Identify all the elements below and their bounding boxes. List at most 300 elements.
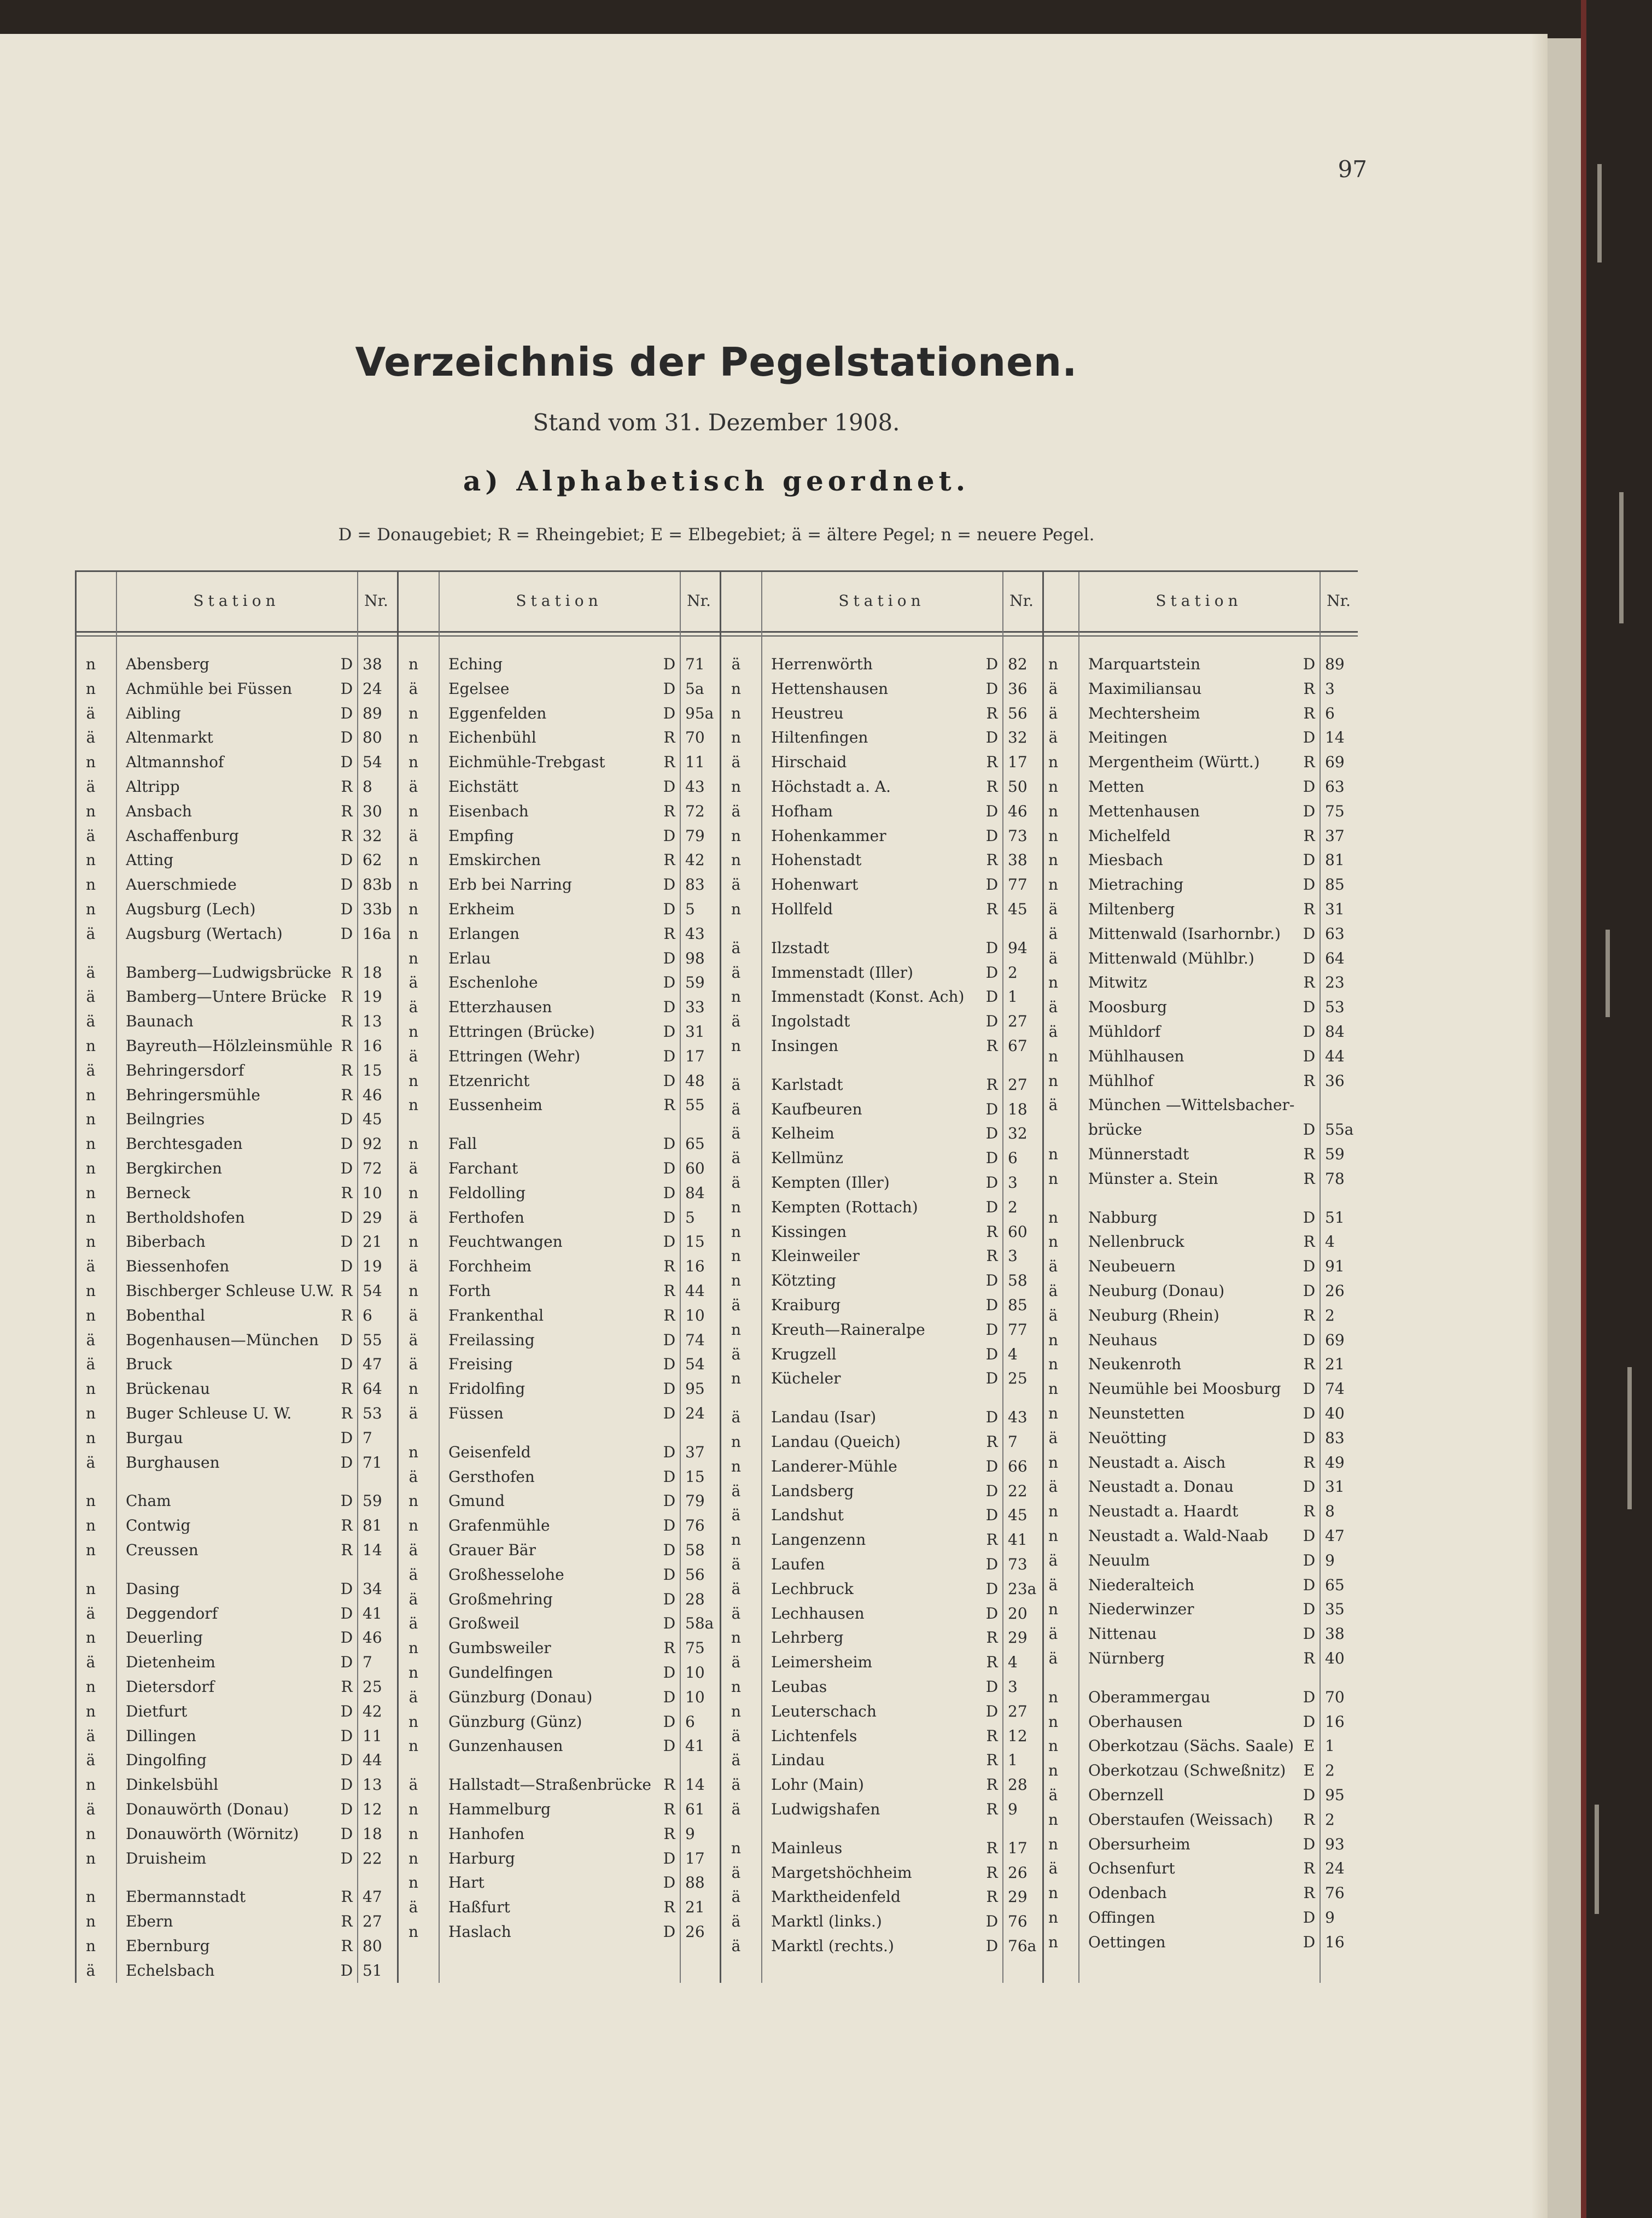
station-name: Auerschmiede <box>126 875 237 894</box>
gauge-type-marker: ä <box>1048 1096 1058 1114</box>
station-row <box>1039 1713 1358 1738</box>
page-subtitle: Stand vom 31. Dezember 1908. <box>533 409 900 436</box>
station-number: 16 <box>1325 1712 1345 1731</box>
station-name: Harburg <box>448 1849 515 1867</box>
river-basin-code: R <box>986 1222 998 1241</box>
station-number: 65 <box>1325 1575 1345 1594</box>
river-basin-code: R <box>341 1888 353 1906</box>
station-name: Ebern <box>126 1912 173 1931</box>
station-row <box>1039 802 1358 827</box>
river-basin-code: R <box>1303 1810 1315 1829</box>
station-number: 55a <box>1325 1120 1354 1139</box>
station-name: Gunzenhausen <box>448 1737 563 1755</box>
station-row <box>1039 728 1358 754</box>
station-number: 70 <box>685 728 705 747</box>
river-basin-code: D <box>340 655 353 673</box>
station-number: 95a <box>685 704 714 722</box>
river-basin-code: R <box>986 753 998 772</box>
river-basin-code: D <box>663 1688 676 1706</box>
river-basin-code: D <box>985 728 999 747</box>
station-number: 54 <box>363 1282 382 1300</box>
station-row <box>399 1047 718 1072</box>
gauge-type-marker: n <box>408 1824 419 1843</box>
station-number: 84 <box>1325 1023 1345 1041</box>
station-row <box>77 1282 395 1307</box>
river-basin-code: D <box>1303 1712 1316 1731</box>
station-name: Neustadt a. Wald-Naab <box>1088 1527 1269 1545</box>
river-basin-code: D <box>1303 1786 1316 1804</box>
station-row <box>1039 1072 1358 1097</box>
gauge-type-marker: n <box>408 1233 419 1251</box>
gauge-type-marker: n <box>408 1023 419 1041</box>
station-row <box>1039 1257 1358 1282</box>
station-row <box>1039 1527 1358 1552</box>
gauge-type-marker: ä <box>731 1751 741 1770</box>
station-name: Burghausen <box>126 1453 220 1472</box>
station-row <box>1039 1233 1358 1258</box>
river-basin-code: D <box>985 1408 999 1427</box>
station-name: Gersthofen <box>448 1467 535 1486</box>
gauge-type-marker: n <box>85 1085 96 1104</box>
station-name: Lechhausen <box>771 1604 865 1622</box>
station-name: Bischberger Schleuse U.W. <box>126 1282 334 1300</box>
river-basin-code: R <box>341 1306 353 1324</box>
station-name: Eching <box>448 655 503 673</box>
station-name: Donauwörth (Donau) <box>126 1800 289 1818</box>
station-row <box>399 1800 718 1825</box>
station-name: Neubeuern <box>1088 1257 1176 1276</box>
station-name: Kempten (Rottach) <box>771 1198 918 1216</box>
gauge-type-marker: ä <box>731 1174 741 1192</box>
station-name: Dinkelsbühl <box>126 1776 219 1794</box>
station-number: 13 <box>363 1776 382 1794</box>
gauge-type-marker: ä <box>731 1776 741 1794</box>
station-row <box>399 1849 718 1875</box>
station-name: Hofham <box>771 802 833 820</box>
station-number: 47 <box>1325 1527 1345 1545</box>
station-row <box>1039 1688 1358 1713</box>
station-number: 45 <box>1008 1506 1028 1525</box>
station-row <box>1039 1859 1358 1884</box>
station-number: 80 <box>363 728 382 747</box>
river-basin-code: D <box>340 1629 353 1647</box>
station-row <box>399 1135 718 1160</box>
station-row <box>77 1492 395 1517</box>
station-name: Ettringen (Wehr) <box>448 1047 581 1065</box>
station-number: 31 <box>1325 900 1345 918</box>
station-number: 5 <box>685 900 695 918</box>
station-row <box>1039 1047 1358 1072</box>
station-row <box>722 1037 1041 1062</box>
station-number: 18 <box>363 963 382 982</box>
river-basin-code: R <box>341 1541 353 1559</box>
station-name: Oettingen <box>1088 1933 1166 1951</box>
gauge-type-marker: ä <box>731 1506 741 1525</box>
station-row <box>77 875 395 901</box>
gauge-type-marker: n <box>85 1183 96 1202</box>
river-basin-code: R <box>1303 973 1315 992</box>
gauge-type-marker: n <box>1048 1169 1059 1188</box>
station-name: brücke <box>1088 1120 1142 1139</box>
gauge-type-marker: n <box>731 1320 742 1339</box>
station-number: 85 <box>1325 875 1345 894</box>
gauge-type-marker: n <box>408 1380 419 1398</box>
station-row <box>722 1751 1041 1776</box>
station-name: Kraiburg <box>771 1296 841 1314</box>
station-name: Kempten (Iller) <box>771 1174 890 1192</box>
station-name: Nürnberg <box>1088 1649 1165 1667</box>
gauge-type-marker: n <box>85 1135 96 1153</box>
gauge-type-marker: ä <box>1048 1575 1058 1594</box>
station-row <box>722 1149 1041 1174</box>
river-basin-code: R <box>986 1247 998 1265</box>
station-name: Fall <box>448 1135 477 1153</box>
station-number: 15 <box>685 1467 705 1486</box>
station-number: 16 <box>1325 1933 1345 1951</box>
gauge-type-marker: ä <box>731 1345 741 1363</box>
station-number: 55 <box>685 1096 705 1114</box>
station-number: 70 <box>1325 1688 1345 1706</box>
river-basin-code: D <box>985 1481 999 1500</box>
gauge-type-marker: n <box>1048 778 1059 796</box>
river-basin-code: D <box>1303 1933 1316 1951</box>
station-number: 21 <box>685 1898 705 1917</box>
station-number: 23a <box>1008 1579 1037 1598</box>
station-name: Mühlhausen <box>1088 1047 1184 1065</box>
river-basin-code: D <box>985 1579 999 1598</box>
station-name: Feuchtwangen <box>448 1233 563 1251</box>
station-number: 10 <box>685 1306 705 1324</box>
book-top-edge <box>0 0 1652 38</box>
gauge-type-marker: n <box>85 1912 96 1931</box>
station-name: Ferthofen <box>448 1208 524 1227</box>
station-row <box>399 925 718 950</box>
gauge-type-marker: ä <box>1048 1023 1058 1041</box>
river-basin-code: D <box>340 1702 353 1720</box>
header-rule-thin <box>77 635 1358 637</box>
station-row <box>1039 1502 1358 1527</box>
station-row <box>722 728 1041 754</box>
river-basin-code: D <box>1303 949 1316 967</box>
station-number: 25 <box>1008 1369 1028 1388</box>
gauge-type-marker: ä <box>731 1100 741 1118</box>
station-number: 72 <box>363 1159 382 1177</box>
gauge-type-marker: n <box>1048 753 1059 772</box>
station-name: Landsberg <box>771 1481 854 1500</box>
gauge-type-marker: ä <box>408 1541 418 1559</box>
river-basin-code: R <box>986 1075 998 1094</box>
station-row <box>399 827 718 852</box>
river-basin-code: D <box>985 1604 999 1622</box>
gauge-type-marker: ä <box>1048 1786 1058 1804</box>
station-row <box>399 1468 718 1493</box>
gauge-type-marker: ä <box>731 1888 741 1906</box>
gauge-type-marker: ä <box>86 1800 96 1818</box>
river-basin-code: D <box>985 655 999 673</box>
station-number: 22 <box>363 1849 382 1867</box>
station-row <box>399 875 718 901</box>
station-name: Landshut <box>771 1506 844 1525</box>
station-number: 29 <box>363 1208 382 1227</box>
station-name: Insingen <box>771 1037 838 1055</box>
river-basin-code: D <box>985 875 999 894</box>
station-name: Druisheim <box>126 1849 207 1867</box>
gauge-type-marker: ä <box>731 1296 741 1314</box>
river-basin-code: D <box>1303 1257 1316 1276</box>
station-row <box>722 1321 1041 1346</box>
column-header-station: Station <box>516 592 603 610</box>
column-header-nr: Nr. <box>364 592 388 610</box>
river-basin-code: D <box>985 1369 999 1388</box>
station-name: Achmühle bei Füssen <box>126 679 293 698</box>
station-number: 53 <box>363 1404 382 1422</box>
column-header-station: Station <box>838 592 925 610</box>
station-name: Feldolling <box>448 1183 526 1202</box>
station-row <box>77 1727 395 1752</box>
station-name: Hohenstadt <box>771 851 862 869</box>
station-number: 60 <box>1008 1222 1028 1241</box>
river-basin-code: D <box>985 1100 999 1118</box>
gauge-type-marker: ä <box>731 1012 741 1031</box>
river-basin-code: R <box>1303 1306 1315 1324</box>
station-name: Eggenfelden <box>448 704 547 722</box>
gauge-type-marker: ä <box>86 728 96 747</box>
station-row <box>77 1849 395 1875</box>
station-row <box>77 1776 395 1801</box>
river-basin-code: R <box>341 1061 353 1079</box>
river-basin-code: R <box>341 1912 353 1931</box>
river-basin-code: D <box>985 938 999 957</box>
gauge-type-marker: n <box>408 949 419 967</box>
river-basin-code: D <box>985 1457 999 1475</box>
gauge-type-marker: n <box>1048 1884 1059 1902</box>
gauge-type-marker: n <box>408 1071 419 1090</box>
station-name: Brückenau <box>126 1380 210 1398</box>
station-number: 37 <box>1325 826 1345 845</box>
station-number: 53 <box>1325 998 1345 1017</box>
station-number: 59 <box>363 1492 382 1510</box>
river-basin-code: R <box>341 963 353 982</box>
river-basin-code: R <box>663 1096 675 1114</box>
station-row <box>1039 1600 1358 1625</box>
station-name: Günzburg (Günz) <box>448 1712 582 1731</box>
station-number: 63 <box>1325 778 1345 796</box>
station-name: Grafenmühle <box>448 1516 550 1535</box>
station-row <box>722 900 1041 925</box>
gauge-type-marker: ä <box>86 826 96 845</box>
gauge-type-marker: ä <box>731 753 741 772</box>
station-number: 44 <box>685 1282 705 1300</box>
station-row <box>399 1923 718 1948</box>
station-name: Mettenhausen <box>1088 802 1200 820</box>
station-name: Neustadt a. Aisch <box>1088 1453 1226 1472</box>
river-basin-code: R <box>986 778 998 796</box>
river-basin-code: D <box>663 1663 676 1682</box>
station-number: 19 <box>363 1257 382 1276</box>
river-basin-code: R <box>663 1639 675 1657</box>
station-name: Eussenheim <box>448 1096 542 1114</box>
station-name: Marquartstein <box>1088 655 1201 673</box>
gauge-type-marker: ä <box>1048 900 1058 918</box>
station-number: 64 <box>363 1380 382 1398</box>
station-number: 80 <box>363 1937 382 1955</box>
river-basin-code: R <box>1303 826 1315 845</box>
station-name: Oberkotzau (Sächs. Saale) <box>1088 1737 1294 1755</box>
station-number: 24 <box>685 1404 705 1422</box>
station-name: Eschenlohe <box>448 973 538 992</box>
river-basin-code: D <box>663 704 676 722</box>
gauge-type-marker: n <box>408 1663 419 1682</box>
river-basin-code: D <box>340 1751 353 1770</box>
gauge-type-marker: ä <box>731 655 741 673</box>
station-number: 20 <box>1008 1604 1028 1622</box>
station-number: 11 <box>685 753 705 772</box>
gauge-type-marker: ä <box>86 1453 96 1472</box>
station-row <box>77 1629 395 1654</box>
river-basin-code: D <box>985 1198 999 1216</box>
station-row <box>1039 1170 1358 1195</box>
station-name: Mergentheim (Württ.) <box>1088 753 1260 772</box>
gauge-type-marker: ä <box>1048 1625 1058 1643</box>
station-number: 32 <box>1008 1124 1028 1143</box>
station-row <box>399 778 718 803</box>
river-basin-code: D <box>340 704 353 722</box>
station-row <box>722 1912 1041 1937</box>
station-row <box>722 939 1041 964</box>
gauge-type-marker: n <box>1048 875 1059 894</box>
station-row <box>722 704 1041 729</box>
station-number: 71 <box>685 655 705 673</box>
station-name: Deuerling <box>126 1629 203 1647</box>
river-basin-code: R <box>341 1380 353 1398</box>
station-number: 5 <box>685 1208 695 1227</box>
river-basin-code: D <box>663 1614 676 1633</box>
station-name: München —Wittelsbacher- <box>1088 1096 1295 1114</box>
gauge-type-marker: n <box>1048 1688 1059 1706</box>
station-row <box>77 851 395 876</box>
gauge-type-marker: ä <box>731 1863 741 1882</box>
station-row <box>77 1012 395 1037</box>
gauge-type-marker: n <box>1048 1380 1059 1398</box>
gauge-type-marker: n <box>1048 1761 1059 1780</box>
river-basin-code: D <box>985 1345 999 1363</box>
gauge-type-marker: ä <box>86 1653 96 1672</box>
station-number: 40 <box>1325 1404 1345 1422</box>
river-basin-code: D <box>985 1678 999 1696</box>
gauge-type-marker: n <box>85 1428 96 1447</box>
station-name: Neunstetten <box>1088 1404 1185 1422</box>
station-number: 73 <box>1008 1555 1028 1573</box>
station-row <box>722 802 1041 827</box>
river-basin-code: D <box>1303 1625 1316 1643</box>
station-number: 31 <box>685 1023 705 1041</box>
station-row <box>1039 1786 1358 1811</box>
gauge-type-marker: n <box>1048 1600 1059 1619</box>
station-name: Hanhofen <box>448 1824 525 1843</box>
station-name: Neustadt a. Donau <box>1088 1478 1234 1496</box>
station-row <box>399 1516 718 1542</box>
station-number: 9 <box>1325 1908 1335 1927</box>
station-row <box>722 1678 1041 1703</box>
gauge-type-marker: n <box>731 900 742 918</box>
river-basin-code: D <box>985 826 999 845</box>
station-row <box>77 1541 395 1566</box>
station-name: Niederwinzer <box>1088 1600 1194 1619</box>
gauge-type-marker: ä <box>86 988 96 1006</box>
river-basin-code: D <box>985 988 999 1006</box>
station-name: Großmehring <box>448 1590 553 1608</box>
river-basin-code: D <box>1303 1047 1316 1065</box>
station-number: 35 <box>1325 1600 1345 1619</box>
station-name: Echelsbach <box>126 1961 215 1980</box>
station-name: Bogenhausen—München <box>126 1330 319 1349</box>
river-basin-code: R <box>663 1257 675 1276</box>
station-row <box>77 1233 395 1258</box>
gauge-type-marker: ä <box>731 938 741 957</box>
station-row <box>77 1306 395 1332</box>
station-name: Höchstadt a. A. <box>771 778 891 796</box>
river-basin-code: D <box>1303 1908 1316 1927</box>
station-number: 84 <box>685 1183 705 1202</box>
station-row <box>399 1639 718 1664</box>
gauge-type-marker: ä <box>408 1306 418 1324</box>
gauge-type-marker: n <box>408 1096 419 1114</box>
gauge-type-marker: n <box>85 1404 96 1422</box>
river-basin-code: D <box>340 1726 353 1745</box>
station-name: Kelheim <box>771 1124 834 1143</box>
gauge-type-marker: n <box>1048 1527 1059 1545</box>
gauge-type-marker: n <box>731 1629 742 1647</box>
station-row <box>399 1898 718 1923</box>
river-basin-code: R <box>986 1433 998 1451</box>
column-header-station: Station <box>193 592 280 610</box>
river-basin-code: D <box>985 1937 999 1955</box>
station-name: Oberhausen <box>1088 1712 1183 1731</box>
gauge-type-marker: n <box>1048 1355 1059 1374</box>
station-number: 7 <box>363 1653 372 1672</box>
station-number: 94 <box>1008 938 1028 957</box>
station-row <box>722 778 1041 803</box>
gauge-type-marker: n <box>1048 1933 1059 1951</box>
station-name: Lechbruck <box>771 1579 854 1598</box>
station-row <box>399 1096 718 1121</box>
station-name: Eisenbach <box>448 802 529 820</box>
gauge-type-marker: n <box>85 1579 96 1598</box>
gauge-type-marker: ä <box>1048 1859 1058 1878</box>
station-row <box>399 1355 718 1380</box>
gauge-type-marker: n <box>731 1369 742 1388</box>
station-number: 48 <box>685 1071 705 1090</box>
river-basin-code: D <box>663 1355 676 1374</box>
gauge-type-marker: ä <box>1048 1478 1058 1496</box>
gauge-type-marker: n <box>1048 1145 1059 1163</box>
river-basin-code: D <box>1303 1330 1316 1349</box>
gauge-type-marker: ä <box>1048 1306 1058 1324</box>
gauge-type-marker: n <box>85 1110 96 1129</box>
station-name: Dillingen <box>126 1726 196 1745</box>
station-name: Hohenkammer <box>771 826 886 845</box>
station-number: 79 <box>685 826 705 845</box>
header-rule <box>77 631 1358 633</box>
river-basin-code: R <box>986 1653 998 1672</box>
river-basin-code: D <box>663 1047 676 1065</box>
station-row <box>722 1012 1041 1037</box>
column-header-nr: Nr. <box>687 592 711 610</box>
station-number: 4 <box>1008 1653 1018 1672</box>
gauge-type-marker: n <box>1048 1835 1059 1853</box>
gauge-type-marker: ä <box>1048 1257 1058 1276</box>
station-name: Kissingen <box>771 1222 847 1241</box>
